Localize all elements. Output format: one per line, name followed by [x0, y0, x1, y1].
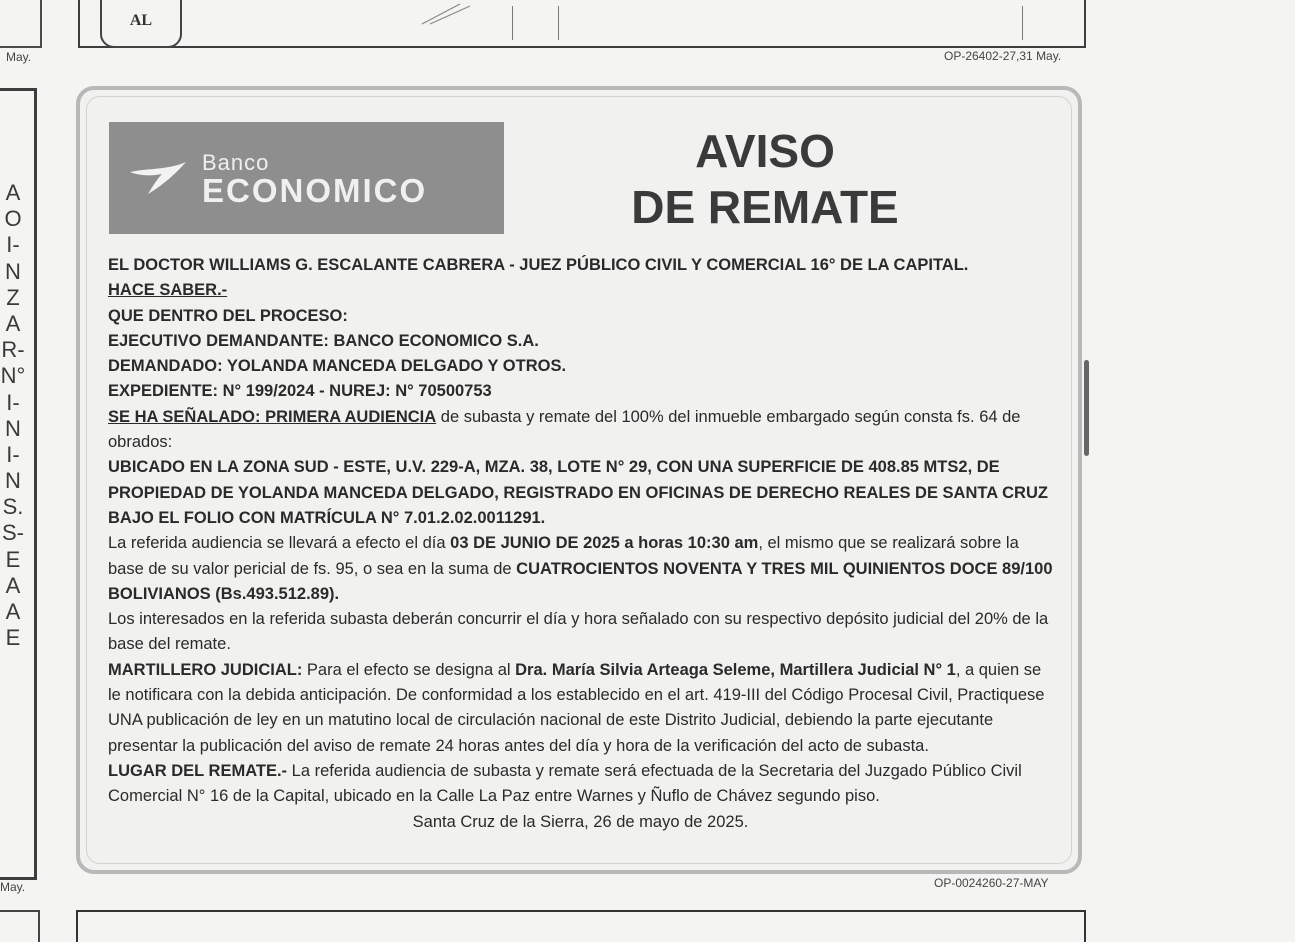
- senalado-label: SE HA SEÑALADO: PRIMERA AUDIENCIA: [108, 407, 437, 426]
- senalado-text: de subasta y remate del 100% del inmueble embargado según consta fs. 64 de obrados:: [108, 407, 1021, 452]
- left-column-letter: Z: [6, 284, 20, 310]
- divider-mark: [1022, 6, 1023, 40]
- left-column-letter: I-: [6, 389, 20, 415]
- left-column-letter: I-: [6, 441, 20, 467]
- left-column-letter: E: [5, 546, 21, 572]
- bank-logo-name: ECONOMICO: [202, 172, 428, 209]
- left-column-letter: N°: [0, 363, 26, 389]
- notice-date: Santa Cruz de la Sierra, 26 de mayo de 2025.: [412, 812, 749, 831]
- left-column-letter: S-: [2, 520, 24, 546]
- left-column-letter: E: [5, 625, 21, 651]
- martillero-label: MARTILLERO JUDICIAL:: [108, 660, 303, 679]
- lugar-text: La referida audiencia de subasta y remate será efectuada de la Secretaria del Juzgado Público Civil Comercial N° 16 de la Capital, ubicado en la Calle La Paz entre Warnes y Ñuflo de Chávez segundo piso.: [108, 761, 1022, 806]
- left-column-footer-date: May.: [0, 880, 26, 894]
- publication-code-top: OP-26402-27,31 May.: [944, 49, 1062, 63]
- bottom-ad-frame: [76, 910, 1086, 942]
- top-left-column-frame: [0, 0, 42, 48]
- ubicado-paragraph: UBICADO EN LA ZONA SUD - ESTE, U.V. 229-A, MZA. 38, LOTE N° 29, CON UNA SUPERFICIE DE 408.85 MTS2, DE PROPIEDAD DE YOLANDA MANCEDA DELGADO, REGISTRADO EN OFICINAS DE DERECHO REALES DE SANTA CRUZ BAJO EL FOLIO CON MATRÍCULA N° 7.01.2.02.0011291.: [108, 458, 1048, 527]
- notice-title: AVISO: [695, 125, 835, 177]
- publication-code-bottom: OP-0024260-27-MAY: [934, 876, 1049, 890]
- bank-logo-small-text: Banco: [202, 150, 270, 175]
- top-ad-frame: [78, 0, 1086, 48]
- left-column-letters: [0, 180, 26, 651]
- expediente: EXPEDIENTE: N° 199/2024 - NUREJ: N° 70500753: [108, 382, 492, 401]
- audiencia-paragraph: [108, 531, 1053, 607]
- ejecutivo-demandante: EJECUTIVO DEMANDANTE: BANCO ECONOMICO S.A.: [108, 331, 539, 350]
- left-column-letter: A: [5, 572, 21, 598]
- left-column-letter: N: [5, 468, 21, 494]
- martillero-paragraph: [108, 658, 1053, 759]
- divider-mark: [558, 6, 559, 40]
- left-column-letter: A: [5, 599, 21, 624]
- martillero-name: Dra. María Silvia Arteaga Seleme, Martillera Judicial N° 1: [515, 660, 956, 679]
- martillero-text-b: , a quien se le notificara con la debida anticipación. De conformidad a los establecido en el art. 419-III del Código Procesal Civil, Practiquese UNA publicación de ley en un matutino local de circulación nacional de este Distrito Judicial, debiendo la parte ejecutante presentar la publicación del aviso de remate 24 horas antes del día y hora de la verificación del acto de subasta.: [108, 660, 1045, 755]
- page-edge-mark: [1084, 360, 1089, 456]
- divider-mark: [512, 6, 513, 40]
- bottom-left-frame: [0, 910, 40, 942]
- left-column-letter: I-: [6, 232, 20, 258]
- notice-body: [108, 253, 1053, 835]
- left-column-letter: O: [4, 206, 22, 232]
- audiencia-date: 03 DE JUNIO DE 2025 a horas 10:30 am: [450, 534, 759, 553]
- audiencia-amount: CUATROCIENTOS NOVENTA Y TRES MIL QUINIENTOS DOCE 89/100 BOLIVIANOS (Bs.493.512.89).: [108, 559, 1053, 603]
- lugar-label: LUGAR DEL REMATE.-: [108, 761, 288, 780]
- judge-line: EL DOCTOR WILLIAMS G. ESCALANTE CABRERA - JUEZ PÚBLICO CIVIL Y COMERCIAL 16° DE LA CAPITAL.: [108, 256, 969, 274]
- signature-scribble: [420, 0, 480, 26]
- demandado: DEMANDADO: YOLANDA MANCEDA DELGADO Y OTROS.: [108, 357, 567, 376]
- martillero-text-a: Para el efecto se designa al: [302, 660, 516, 679]
- left-column-date: May.: [6, 50, 32, 64]
- lugar-paragraph: [108, 759, 1053, 810]
- notice-subtitle: DE REMATE: [631, 181, 899, 233]
- audiencia-text-a: La referida audiencia se llevará a efecto el día: [108, 534, 451, 553]
- audiencia-text-b: , el mismo que se realizará sobre la base de su valor pericial de fs. 95, o sea en la suma de: [108, 534, 1019, 578]
- left-column-letter: N: [5, 415, 21, 441]
- interesados-paragraph: Los interesados en la referida subasta deberán concurrir el día y hora señalado con su respectivo depósito judicial del 20% de la base del remate.: [108, 610, 1049, 654]
- bank-swoosh-icon: [128, 158, 192, 198]
- left-column-letter: A: [5, 310, 21, 336]
- emblem-seal-icon: AL: [100, 0, 182, 48]
- left-column-letter: R-: [1, 337, 25, 363]
- left-column-letter: S.: [2, 494, 24, 520]
- left-column-letter: A: [5, 180, 21, 205]
- senalado-paragraph: [108, 405, 1053, 456]
- left-column-letter: N: [5, 258, 21, 284]
- hace-saber: HACE SABER.-: [108, 281, 228, 300]
- que-dentro: QUE DENTRO DEL PROCESO:: [108, 306, 348, 325]
